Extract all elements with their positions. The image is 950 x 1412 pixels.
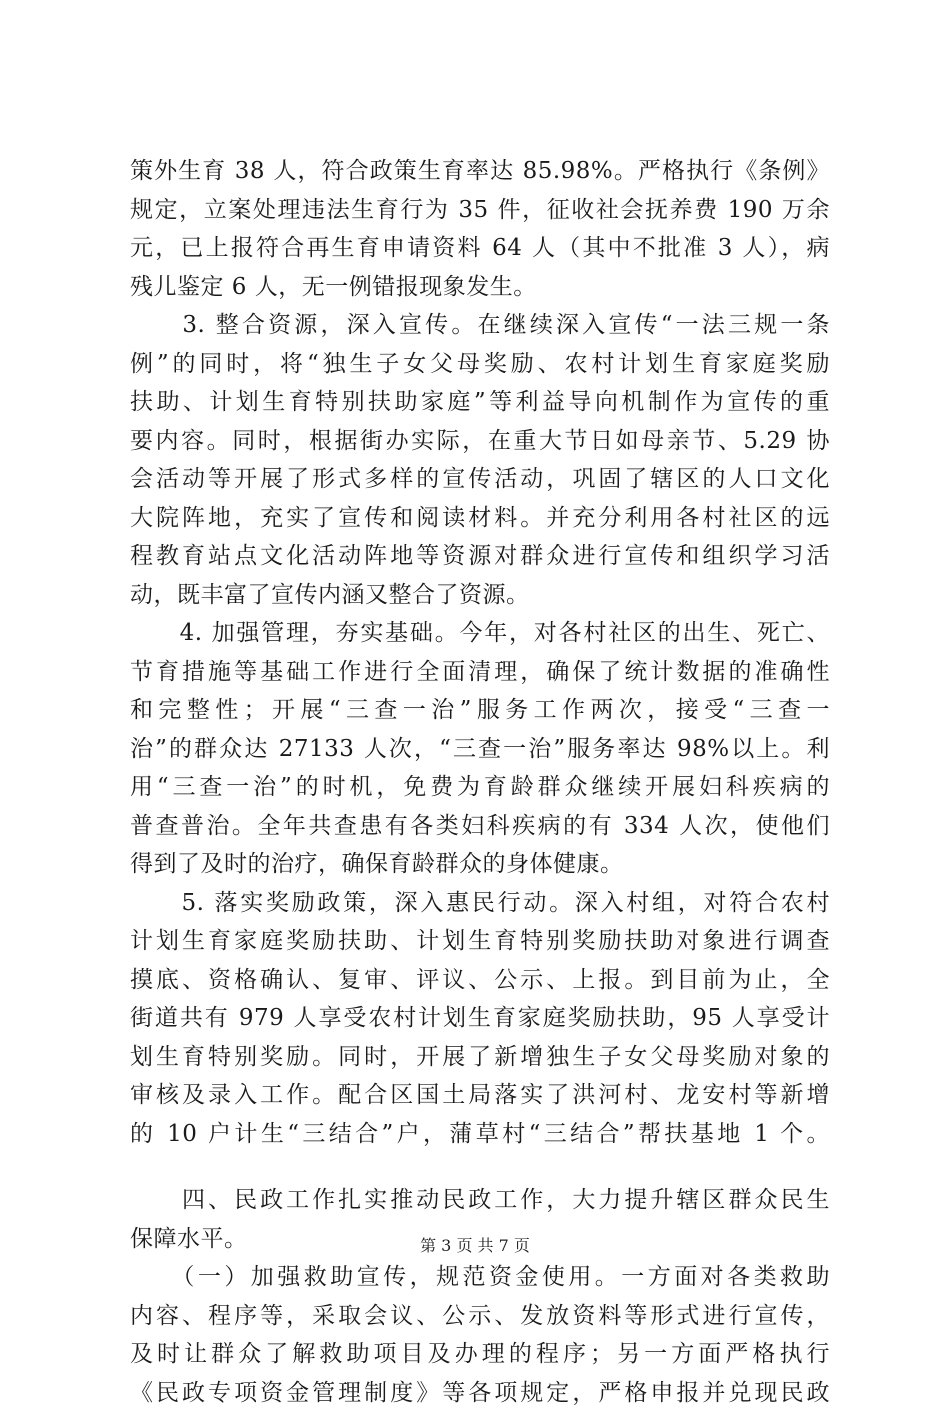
text-line: 策外生育 38 人，符合政策生育率达 85.98%。严格执行《条例》: [130, 152, 830, 191]
text-line: 治”的群众达 27133 人次，“三查一治”服务率达 98%以上。利: [130, 730, 830, 769]
page-number-label: 第 3 页 共 7 页: [420, 1236, 530, 1255]
text-line: 《民政专项资金管理制度》等各项规定，严格申报并兑现民政: [130, 1374, 830, 1412]
text-line: 规定，立案处理违法生育行为 35 件，征收社会抚养费 190 万余: [130, 191, 830, 230]
text-line: 得到了及时的治疗，确保育龄群众的身体健康。: [130, 845, 830, 884]
text-line: 及时让群众了解救助项目及办理的程序；另一方面严格执行: [130, 1335, 830, 1374]
page-footer: [0, 1236, 950, 1256]
text-line: 普查普治。全年共查患有各类妇科疾病的有 334 人次，使他们: [130, 807, 830, 846]
text-line: 例”的同时，将“独生子女父母奖励、农村计划生育家庭奖励: [130, 345, 830, 384]
section-heading-line: 保障水平。: [130, 1220, 830, 1259]
text-line: 动，既丰富了宣传内涵又整合了资源。: [130, 576, 830, 615]
text-line: （一）加强救助宣传，规范资金使用。一方面对各类救助: [130, 1258, 830, 1297]
text-line: 用“三查一治”的时机，免费为育龄群众继续开展妇科疾病的: [130, 768, 830, 807]
text-line: 计划生育家庭奖励扶助、计划生育特别奖励扶助对象进行调查: [130, 922, 830, 961]
text-line: 摸底、资格确认、复审、评议、公示、上报。到目前为止，全: [130, 961, 830, 1000]
text-line: 街道共有 979 人享受农村计划生育家庭奖励扶助，95 人享受计: [130, 999, 830, 1038]
text-line: 大院阵地，充实了宣传和阅读材料。并充分利用各村社区的远: [130, 499, 830, 538]
text-line: 残儿鉴定 6 人，无一例错报现象发生。: [130, 268, 830, 307]
paragraph-gap: [130, 1153, 830, 1181]
document-body: [130, 152, 830, 1412]
text-block-family-planning: [130, 152, 830, 1153]
text-line: 和完整性；开展“三查一治”服务工作两次，接受“三查一: [130, 691, 830, 730]
text-line: 要内容。同时，根据街办实际，在重大节日如母亲节、5.29 协: [130, 422, 830, 461]
text-line: 节育措施等基础工作进行全面清理，确保了统计数据的准确性: [130, 653, 830, 692]
text-line: 3. 整合资源，深入宣传。在继续深入宣传“一法三规一条: [130, 306, 830, 345]
text-line: 元，已上报符合再生育申请资料 64 人（其中不批准 3 人），病: [130, 229, 830, 268]
text-line: 4. 加强管理，夯实基础。今年，对各村社区的出生、死亡、: [130, 614, 830, 653]
text-line: 的 10 户计生“三结合”户，蒲草村“三结合”帮扶基地 1 个。: [130, 1115, 830, 1154]
text-line: 内容、程序等，采取会议、公示、发放资料等形式进行宣传，: [130, 1297, 830, 1336]
text-line: 划生育特别奖励。同时，开展了新增独生子女父母奖励对象的: [130, 1038, 830, 1077]
text-line: 程教育站点文化活动阵地等资源对群众进行宣传和组织学习活: [130, 537, 830, 576]
section-heading-line: 四、民政工作扎实推动民政工作，大力提升辖区群众民生: [130, 1181, 830, 1220]
text-line: 会活动等开展了形式多样的宣传活动，巩固了辖区的人口文化: [130, 460, 830, 499]
text-line: 审核及录入工作。配合区国土局落实了洪河村、龙安村等新增: [130, 1076, 830, 1115]
text-line: 5. 落实奖励政策，深入惠民行动。深入村组，对符合农村: [130, 884, 830, 923]
text-block-civil-affairs: [130, 1181, 830, 1412]
text-line: 扶助、计划生育特别扶助家庭”等利益导向机制作为宣传的重: [130, 383, 830, 422]
